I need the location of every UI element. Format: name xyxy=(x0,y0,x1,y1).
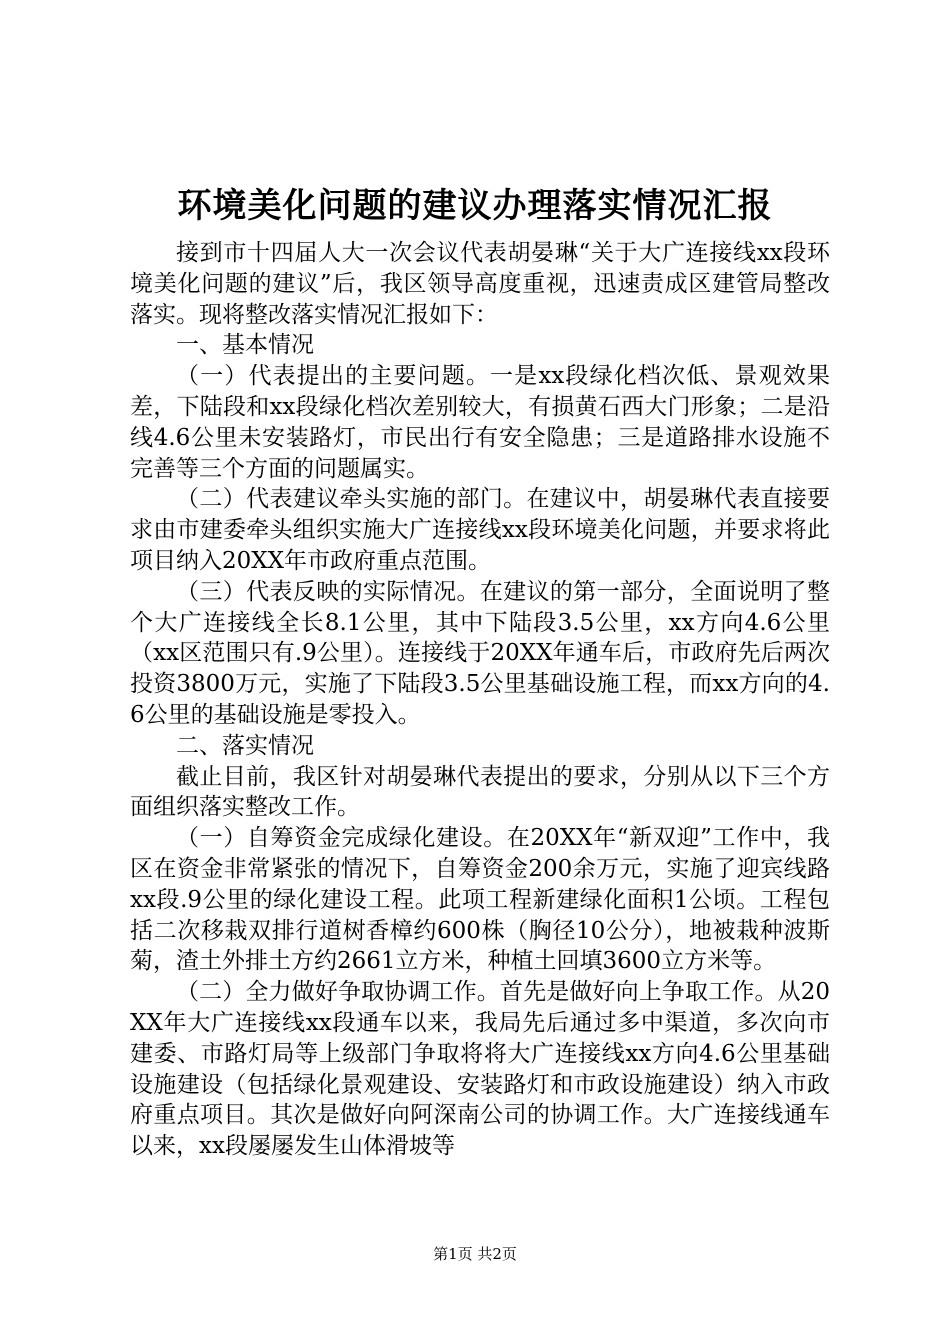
paragraph-lead-department: （二）代表建议牵头实施的部门。在建议中，胡晏琳代表直接要求由市建委牵头组织实施大广连接线xx段环境美化问题，并要求将此项目纳入20XX年市政府重点范围。 xyxy=(130,486,830,574)
paragraph-coordination-work: （二）全力做好争取协调工作。首先是做好向上争取工作。从20XX年大广连接线xx段通车以来，我局先后通过多中渠道，多次向市建委、市路灯局等上级部门争取将将大广连接线xx方向4.6公里基础设施建设（包括绿化景观建设、安装路灯和市政设施建设）纳入市政府重点项目。其次是做好向阿深南公司的协调工作。大广连接线通车以来，xx段屡屡发生山体滑坡等 xyxy=(130,979,830,1160)
page-footer: 第1页 共2页 xyxy=(433,1245,517,1263)
paragraph-self-funded-greening: （一）自筹资金完成绿化建设。在20XX年“新双迎”工作中，我区在资金非常紧张的情况下，自筹资金200余万元，实施了迎宾线路xx段.9公里的绿化建设工程。此项工程新建绿化面积1公顷。工程包括二次移栽双排行道树香樟约600株（胸径10公分），地被栽种波斯菊，渣土外排土方约2661立方米，种植土回填3600立方米等。 xyxy=(130,825,830,975)
paragraph-actual-situation: （三）代表反映的实际情况。在建议的第一部分，全面说明了整个大广连接线全长8.1公里，其中下陆段3.5公里，xx方向4.6公里（xx区范围只有.9公里）。连接线于20XX年通车后，市政府先后两次投资3800万元，实施了下陆段3.5公里基础设施工程，而xx方向的4.6公里的基础设施是零投入。 xyxy=(130,578,830,728)
section-heading-implementation: 二、落实情况 xyxy=(176,732,314,759)
paragraph-implementation-intro: 截止目前，我区针对胡晏琳代表提出的要求，分别从以下三个方面组织落实整改工作。 xyxy=(130,763,830,821)
document-title: 环境美化问题的建议办理落实情况汇报 xyxy=(177,186,773,226)
document-body xyxy=(130,238,830,1162)
paragraph-intro: 接到市十四届人大一次会议代表胡晏琳“关于大广连接线xx段环境美化问题的建议”后，我区领导高度重视，迅速责成区建管局整改落实。现将整改落实情况汇报如下： xyxy=(130,240,830,328)
paragraph-main-problems: （一）代表提出的主要问题。一是xx段绿化档次低、景观效果差，下陆段和xx段绿化档次差别较大，有损黄石西大门形象；二是沿线4.6公里未安装路灯，市民出行有安全隐患；三是道路排水设施不完善等三个方面的问题属实。 xyxy=(130,363,830,482)
section-heading-basic-situation: 一、基本情况 xyxy=(176,332,314,359)
